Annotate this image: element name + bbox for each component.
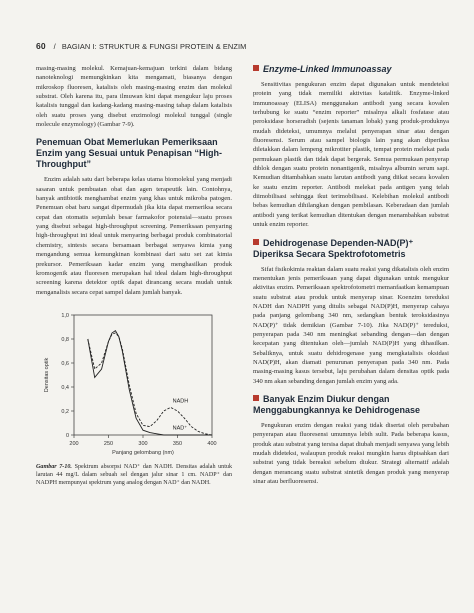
section-heading-elisa [253,64,449,75]
y-tick-label: 0,4 [61,384,69,391]
figure-caption [36,463,232,488]
series-label-nad: NAD⁺ [172,425,188,432]
y-tick-label: 0,2 [61,408,69,415]
x-tick-label: 200 [69,440,79,447]
y-tick-label: 0,8 [61,336,69,343]
figure-caption-label: Gambar 7-10. [36,463,72,470]
series-line-nad [88,330,212,434]
x-tick-label: 250 [103,440,114,447]
y-axis-label: Densitas optik [44,357,50,393]
left-column [36,64,232,487]
heading-square-marker [253,395,259,401]
x-tick-label: 400 [207,440,217,447]
section-heading-coupled-assay [253,394,449,416]
x-tick-label: 300 [138,440,148,447]
right-column [253,64,449,490]
x-tick-label: 350 [172,440,183,447]
section-heading-elisa-text: Enzyme-Linked Immunoassay [263,64,392,74]
right-paragraph-3: Pengukuran enzim dengan reaksi yang tidak disertai oleh perubahan penyerapan atau fluoresensi umumnya lebih sulit. Pada beberapa kasus, produk atau substrat yang tersisa dapat diubah menjadi senyawa yang lebih mudah dideteksi, walaupun produk reaksi mungkin harus dipisahkan dari substrat yang tidak bereaksi sebelum diukur. Strategi alternatif adalah dengan merancang suatu substrat sintetik dengan produk yang menyerap sinar atau berfluoresensi. [253,421,449,486]
left-paragraph-2: Enzim adalah satu dari beberapa kelas utama biomolekul yang menjadi sasaran untuk pembuatan obat dan agen terapeutik lain. Contohnya, banyak antibiotik menghambat enzim yang khas untuk mikroba patogen. Penemuan obat baru sangat dipermudah jika kita dapat memeriksa secara cepat dan otomatis sejumlah besar farmakofor potensial—suatu proses yang disebut sebagai high-throughput screening. Pemeriksaan penyaring high-throughput ini ideal untuk menyaring berbagai produk combinatorial chemistry, sintesis secara bersamaan berbagai senyawa kimia yang mengandung semua kemungkinan kombinasi dari satu set zat kimia prekursor. Pemeriksaan kadar enzim yang menghasilkan produk kromogenik atau fluoresen merupakan hal ideal dalam high-throughput screening karena detektor optik dapat dirancang secara mudah untuk menganalisis secara cepat sampel dalam jumlah banyak. [36,176,232,296]
right-paragraph-1: Sensitivitas pengukuran enzim dapat digunakan untuk mendeteksi protein yang tidak memiliki aktivitas katalitik. Enzyme-linked immunoassay (ELISA) menggunakan antibodi yang secara kovalen terhubung ke suatu “enzim reporter” misalnya alkali fosfatase atau peroksidase horseradish (sejenis tanaman lobak) yang produk-produknya mudah dideteksi, umumnya melalui penyerapan sinar atau dengan fluoresensi. Serum atau sampel biologis lain yang akan diperiksa diletakkan dalam lempeng mikrotiter plastik, tempat protein melekat pada permukaan plastik dan tidak dapat bergerak. Semua permukaan penyerap diblok dengan suatu protein nonantigenik, misalnya albumin serum sapi. Kemudian ditambahkan suatu larutan antibodi yang diikat secara kovalen ke suatu enzim reporter. Antibodi melekat pada antigen yang telah diimobilisasi sehingga ikut terimobilisasi. Kelebihan molekul antibodi bebas kemudian dihilangkan dengan pembilasan. Keberadaan dan jumlah antibodi yang terikat kemudian ditentukan dengan menambahkan substrat untuk enzim reporter. [253,81,449,229]
header-separator: / [53,41,56,51]
left-paragraph-1: masing-masing molekul. Kemajuan-kemajuan terkini dalam bidang nanoteknologi memungkinkan kita mengamati, biasanya dengan mikroskop fluoresen, katalisis oleh masing-masing enzim dan molekul substrat. Oleh karena itu, para ilmuwan kini dapat mengukur laju proses katalisis tunggal dan kadang-kadang masing-masing tahap dalam katalisis oleh suatu proses yang disebut enzimologi molekul tunggal (single molecule enzymology) (Gambar 7-9). [36,65,232,129]
page-number: 60 [36,41,46,51]
running-header [36,36,446,56]
absorption-spectrum-figure [36,309,232,459]
section-heading-coupled-assay-text: Banyak Enzim Diukur dengan Menggabungkannya ke Dehidrogenase [253,393,421,415]
heading-square-marker [253,65,259,71]
y-tick-label: 0 [65,432,69,439]
figure-caption-text: Spektrum absorpsi NAD⁺ dan NADH. Densitas adalah untuk larutan 44 mg/L dalam sebuah sel dengan jalur sinar 1 cm. NADP⁺ dan NADPH mempunyai spektrum yang analog dengan NAD⁺ dan NADH. [36,463,232,487]
section-heading-dehydrogenase [253,238,449,260]
running-title: BAGIAN I: STRUKTUR & FUNGSI PROTEIN & ENZIM [61,41,247,51]
right-paragraph-2: Sifat fisikokimia reaktan dalam suatu reaksi yang dikatalisis oleh enzim menentukan jenis pemeriksaan yang dapat digunakan untuk mengukur aktivitas enzim. Pemeriksaan spektrofotometri memanfaatkan kemampuan suatu substrat atau produk untuk menyerap sinar. Koenzim tereduksi NADH dan NADPH yang ditulis sebagai NAD(P)H, menyerap cahaya pada panjang gelombang 340 nm, sedangkan bentuk teroksidasinya NAD(P)⁺ tidak demikian (Gambar 7-10). Jika NAD(P)⁺ tereduksi, penyerapan pada 340 nm meningkat sebanding dengan—dan dengan kecepatan yang ditentukan oleh—jumlah NAD(P)H yang dihasilkan. Sebaliknya, untuk suatu dehidrogenase yang mengkatalisis oksidasi NAD(P)H, akan diamati penurunan penyerapan pada 340 nm. Pada masing-masing kasus tersebut, laju perubahan dalam densitas optik pada 340 nm akan sebanding dengan jumlah enzim yang ada. [253,265,449,385]
section-heading-drug-discovery: Penemuan Obat Memerlukan Pemeriksaan Enzim yang Sesuai untuk Penapisan “High-Throughput” [36,137,223,170]
series-label-nadh: NADH [172,398,189,405]
section-heading-dehydrogenase-text: Dehidrogenase Dependen-NAD(P)⁺ Diperiksa Secara Spektrofotometris [253,237,414,259]
y-tick-label: 0,6 [61,360,69,367]
x-axis-label: Panjang gelombang (nm) [112,449,174,456]
y-tick-label: 1,0 [61,312,69,319]
heading-square-marker [253,239,259,245]
absorption-spectrum-chart [36,309,232,459]
